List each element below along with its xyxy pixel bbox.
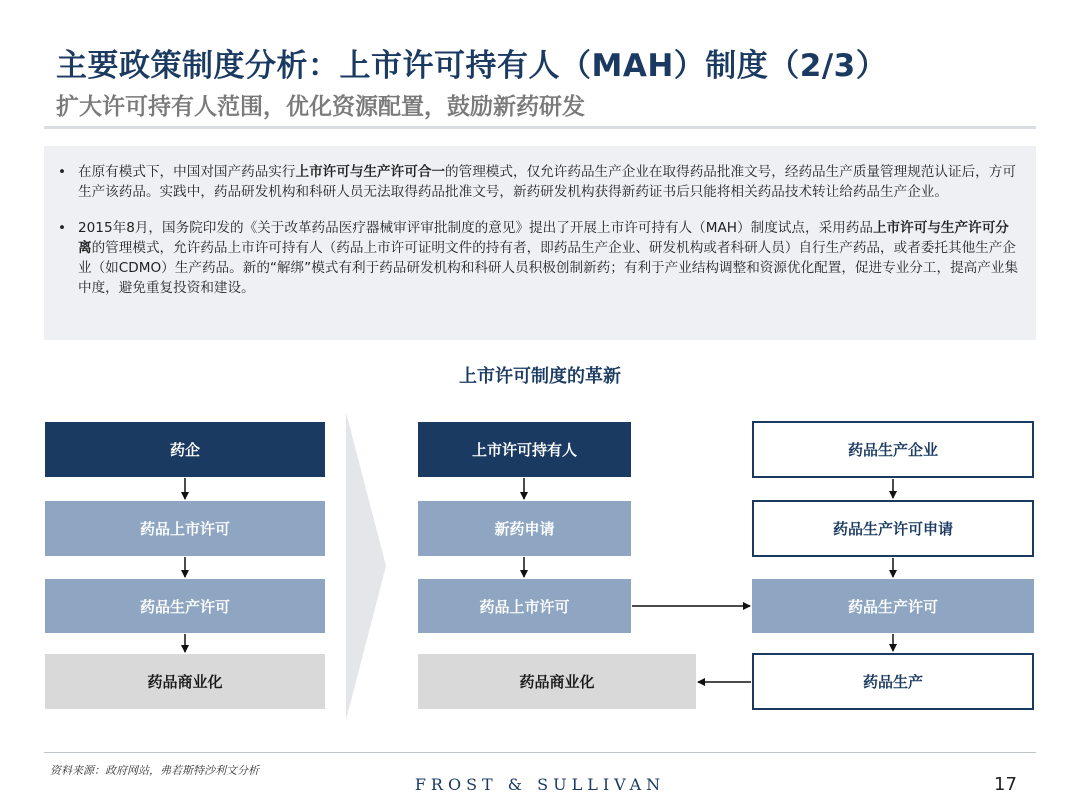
text-run: 的管理模式，仅允许药品生产企业在取得药品批准文号，经药品生产质量管理规范认证后，方可生产该药品。实践中，药品研发机构和科研人员无法取得药品批准文号，新药研发机构获得新药证书后只能将相关药品技术转让给药品生产企业。 xyxy=(78,164,1016,200)
diagram-title: 上市许可制度的革新 xyxy=(459,366,621,387)
old-model-step-company: 药企 xyxy=(45,422,325,477)
text-run: 2015年8月，国务院印发的《关于改革药品医疗器械审评审批制度的意见》提出了开展上市许可持有人（MAH）制度试点，采用药品 xyxy=(78,220,873,236)
bullet-icon: • xyxy=(58,164,67,180)
brand-logo: FROST & SULLIVAN xyxy=(414,775,666,794)
text-run: 在原有模式下，中国对国产药品实行 xyxy=(78,164,296,180)
new-model-step-production: 药品生产 xyxy=(752,653,1034,710)
old-model-step-marketing-authorization: 药品上市许可 xyxy=(45,501,325,556)
new-model-step-production-license-application: 药品生产许可申请 xyxy=(752,500,1034,557)
old-model-step-production-license: 药品生产许可 xyxy=(45,579,325,633)
page-title: 主要政策制度分析：上市许可持有人（MAH）制度（2/3） xyxy=(56,48,888,84)
new-model-step-production-license: 药品生产许可 xyxy=(752,579,1034,633)
new-model-step-commercialization: 药品商业化 xyxy=(418,654,696,709)
emphasis-text: 上市许可与生产许可合一 xyxy=(295,164,446,180)
footer-divider xyxy=(44,752,1036,753)
new-model-step-mah-holder: 上市许可持有人 xyxy=(418,422,631,477)
bullet-icon: • xyxy=(58,220,67,236)
page-number: 17 xyxy=(994,774,1017,795)
old-model-step-commercialization: 药品商业化 xyxy=(45,654,325,709)
page-subtitle: 扩大许可持有人范围，优化资源配置，鼓励新药研发 xyxy=(56,94,585,120)
new-model-step-marketing-authorization: 药品上市许可 xyxy=(418,579,631,633)
emphasis-text: 上市许可与生产许可分离 xyxy=(78,220,1009,256)
text-run: 的管理模式，允许药品上市许可持有人（药品上市许可证明文件的持有者，即药品生产企业、研发机构或者科研人员）自行生产药品，或者委托其他生产企业（如CDMO）生产药品。新的“解绑”模式有利于药品研发机构和科研人员积极创制新药；有利于产业结构调整和资源优化配置，促进专业分工，提高产业集中度，避免重复投资和建设。 xyxy=(78,240,1019,296)
new-model-step-new-drug-application: 新药申请 xyxy=(418,501,631,556)
source-note: 资料来源：政府网站，弗若斯特沙利文分析 xyxy=(50,764,259,777)
new-model-step-manufacturer: 药品生产企业 xyxy=(752,421,1034,478)
